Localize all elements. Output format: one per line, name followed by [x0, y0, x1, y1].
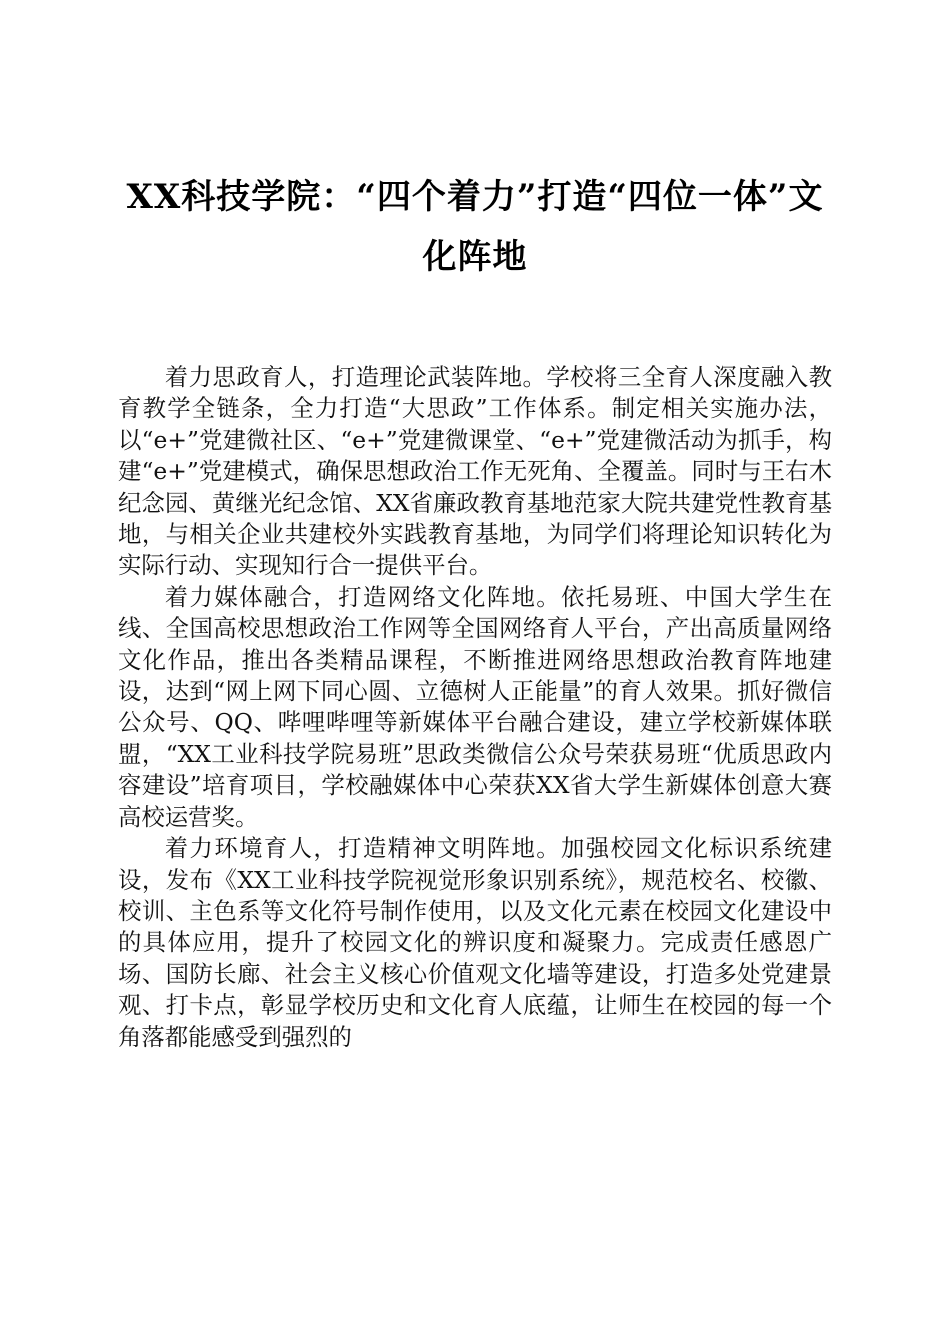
paragraph-media-integration: 着力媒体融合，打造网络文化阵地。依托易班、中国大学生在线、全国高校思想政治工作网等全国网络育人平台，产出高质量网络文化作品，推出各类精品课程，不断推进网络思想政治教育阵地建设，达到“网上网下同心圆、立德树人正能量”的育人效果。抓好微信公众号、QQ、哔哩哔哩等新媒体平台融合建设，建立学校新媒体联盟，“XX工业科技学院易班”思政类微信公众号荣获易班“优质思政内容建设”培育项目，学校融媒体中心荣获XX省大学生新媒体创意大赛高校运营奖。: [118, 582, 832, 831]
paragraph-ideological-education: 着力思政育人，打造理论武装阵地。学校将三全育人深度融入教育教学全链条，全力打造“大思政”工作体系。制定相关实施办法，以“e+”党建微社区、“e+”党建微课堂、“e+”党建微活动为抓手，构建“e+”党建模式，确保思想政治工作无死角、全覆盖。同时与王右木纪念园、黄继光纪念馆、XX省廉政教育基地范家大院共建党性教育基地，与相关企业共建校外实践教育基地，为同学们将理论知识转化为实际行动、实现知行合一提供平台。: [118, 363, 832, 580]
paragraph-environment-education: 着力环境育人，打造精神文明阵地。加强校园文化标识系统建设，发布《XX工业科技学院视觉形象识别系统》，规范校名、校徽、校训、主色系等文化符号制作使用，以及文化元素在校园文化建设中的具体应用，提升了校园文化的辨识度和凝聚力。完成责任感恩广场、国防长廊、社会主义核心价值观文化墙等建设，打造多处党建景观、打卡点，彰显学校历史和文化育人底蕴，让师生在校园的每一个角落都能感受到强烈的: [118, 834, 832, 1051]
document-title: XX科技学院：“四个着力”打造“四位一体”文化阵地: [126, 177, 824, 277]
document-body: [118, 362, 832, 1053]
